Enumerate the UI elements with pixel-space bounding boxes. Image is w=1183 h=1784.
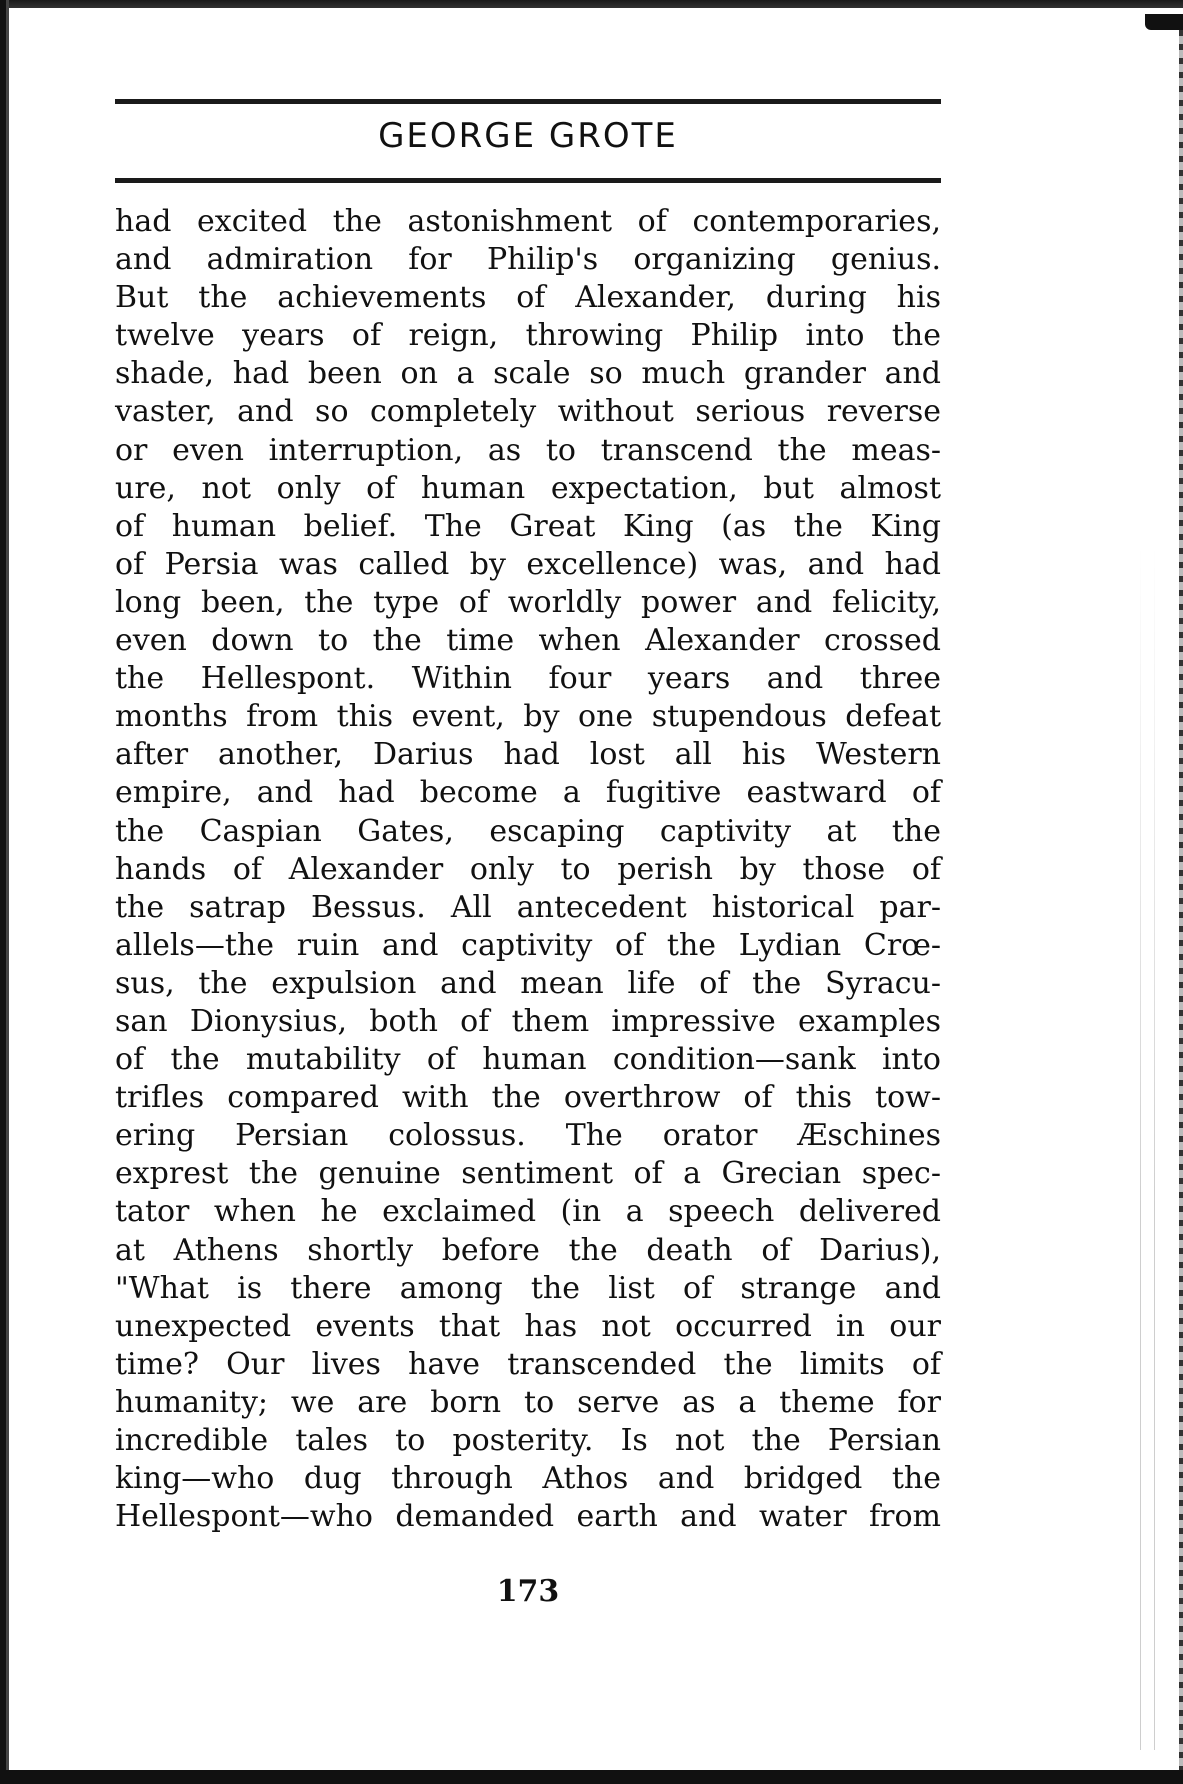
text-line: of the mutability of human condition—sank into [115, 1042, 941, 1078]
text-line: unexpected events that has not occurred in our [115, 1308, 941, 1344]
running-head: GEORGE GROTE [378, 116, 678, 156]
body-text [115, 203, 941, 1536]
text-line: ering Persian colossus. The orator Æschines [115, 1118, 941, 1154]
page-edge-top [0, 0, 1183, 8]
header-rule-top [115, 99, 941, 104]
scan-marks [1133, 540, 1163, 1750]
text-line: of Persia was called by excellence) was, and had [115, 546, 941, 582]
text-line: humanity; we are born to serve as a theme for [115, 1384, 941, 1420]
text-line: san Dionysius, both of them impressive examples [115, 1003, 941, 1039]
text-line: Hellespont—who demanded earth and water from [115, 1499, 941, 1535]
text-line: shade, had been on a scale so much grander and [115, 356, 941, 392]
text-line: the Caspian Gates, escaping captivity at the [115, 813, 941, 849]
text-line: incredible tales to posterity. Is not the Persian [115, 1423, 941, 1458]
text-line: exprest the genuine sentiment of a Grecian spec- [115, 1156, 941, 1192]
text-line: sus, the expulsion and mean life of the Syracu- [115, 965, 941, 1001]
text-line: the satrap Bessus. All antecedent historical par- [115, 889, 941, 925]
text-line: ure, not only of human expectation, but almost [115, 470, 941, 506]
text-line: at Athens shortly before the death of Darius), [115, 1232, 941, 1268]
text-line: allels—the ruin and captivity of the Lydian Crœ- [115, 927, 941, 963]
header-rule-bottom [115, 178, 941, 183]
text-line: hands of Alexander only to perish by those of [115, 851, 941, 887]
text-line: months from this event, by one stupendous defeat [115, 699, 941, 735]
text-line: king—who dug through Athos and bridged the [115, 1461, 941, 1497]
text-line: trifles compared with the overthrow of this tow- [115, 1080, 941, 1116]
text-line: of human belief. The Great King (as the King [115, 508, 941, 544]
page-edge-top-right [1145, 14, 1183, 30]
text-line: long been, the type of worldly power and felicity, [115, 584, 941, 620]
text-line: even down to the time when Alexander crossed [115, 623, 941, 659]
text-line: and admiration for Philip's organizing genius. [115, 242, 941, 278]
text-line: empire, and had become a fugitive eastward of [115, 775, 941, 811]
page-edge-right [1179, 30, 1183, 1770]
text-line: twelve years of reign, throwing Philip into the [115, 318, 941, 354]
text-line: or even interruption, as to transcend the meas- [115, 432, 941, 468]
page-edge-left [0, 0, 9, 1784]
text-line: "What is there among the list of strange and [115, 1270, 941, 1306]
text-line: had excited the astonishment of contemporaries, [115, 204, 941, 239]
text-line: time? Our lives have transcended the limits of [115, 1346, 941, 1382]
text-line: vaster, and so completely without serious reverse [115, 394, 941, 430]
page-number: 173 [496, 1574, 560, 1609]
text-line: the Hellespont. Within four years and three [115, 661, 941, 697]
page-edge-bottom [0, 1770, 1183, 1784]
text-line: after another, Darius had lost all his Western [115, 737, 941, 773]
text-line: But the achievements of Alexander, during his [115, 280, 941, 316]
text-line: tator when he exclaimed (in a speech delivered [115, 1194, 941, 1230]
